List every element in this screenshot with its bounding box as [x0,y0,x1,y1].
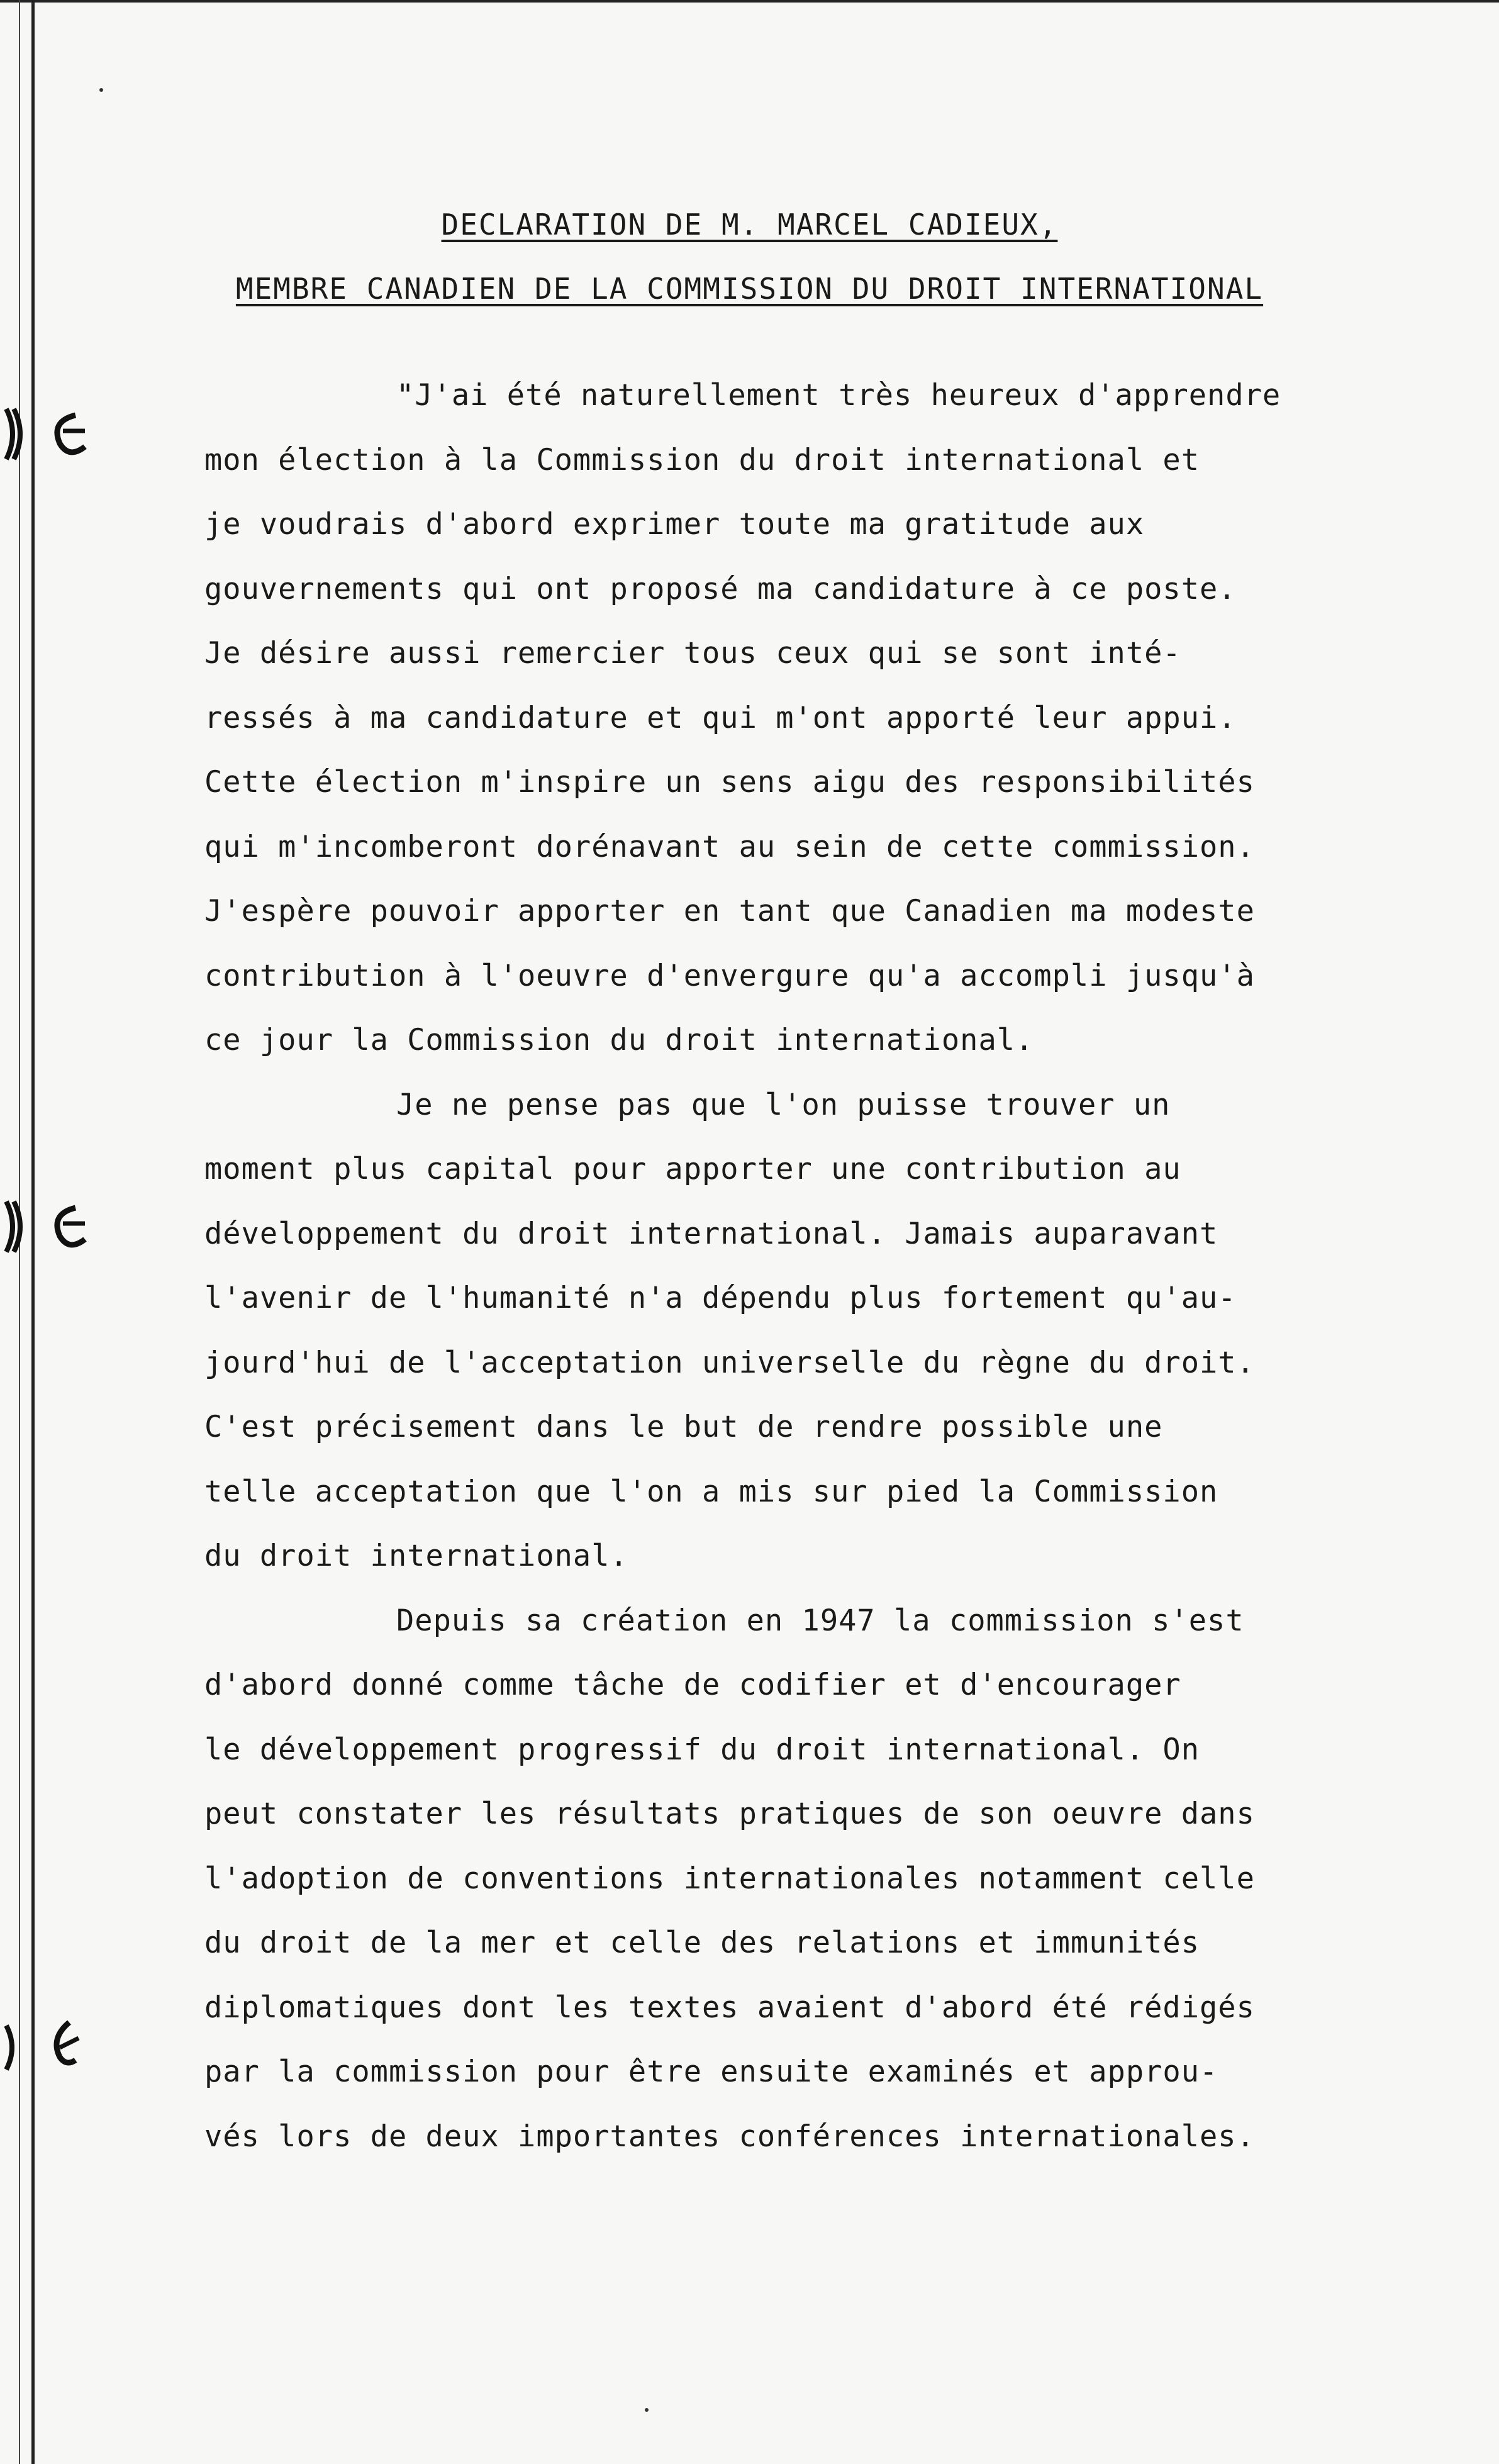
binder-clip-mark [0,396,107,472]
text-line: ressés à ma candidature et qui m'ont apporté leur appui. [204,700,1237,735]
paragraph [204,364,1337,1073]
text-line: je voudrais d'abord exprimer toute ma gratitude aux [204,507,1145,542]
text-line: diplomatiques dont les textes avaient d'abord été rédigés [204,1990,1255,2025]
text-line: "J'ai été naturellement très heureux d'apprendre [396,378,1281,413]
paper-speck [645,2408,649,2412]
text-line: le développement progressif du droit international. On [204,1732,1200,1767]
text-line: qui m'incomberont dorénavant au sein de cette commission. [204,829,1255,864]
text-line: par la commission pour être ensuite examinés et approu- [204,2054,1218,2089]
binder-clip-mark [0,2007,107,2082]
text-line: telle acceptation que l'on a mis sur pied la Commission [204,1474,1218,1509]
text-line: mon élection à la Commission du droit international et [204,442,1200,477]
text-line: ce jour la Commission du droit international. [204,1023,1034,1057]
text-line: Je ne pense pas que l'on puisse trouver un [396,1087,1171,1122]
statement-body [204,364,1337,2169]
document-title: DECLARATION DE M. MARCEL CADIEUX, [441,208,1058,242]
text-line: C'est précisement dans le but de rendre possible une [204,1410,1163,1444]
paper-speck [99,88,103,92]
text-line: vés lors de deux importantes conférences internationales. [204,2119,1255,2154]
text-line: d'abord donné comme tâche de codifier et d'encourager [204,1668,1181,1702]
binder-clip-mark [0,1189,107,1264]
paragraph [204,1073,1337,1589]
text-line: J'espère pouvoir apporter en tant que Canadien ma modeste [204,894,1255,928]
text-line: contribution à l'oeuvre d'envergure qu'a accompli jusqu'à [204,958,1255,993]
text-line: Cette élection m'inspire un sens aigu des responsibilités [204,765,1255,800]
text-line: Depuis sa création en 1947 la commission s'est [396,1603,1244,1638]
text-line: développement du droit international. Jamais auparavant [204,1216,1218,1251]
document-subtitle: MEMBRE CANADIEN DE LA COMMISSION DU DROIT INTERNATIONAL [235,272,1264,306]
text-line: Je désire aussi remercier tous ceux qui se sont inté- [204,636,1181,671]
text-line: gouvernements qui ont proposé ma candidature à ce poste. [204,571,1237,606]
text-line: l'avenir de l'humanité n'a dépendu plus fortement qu'au- [204,1281,1237,1315]
text-line: jourd'hui de l'acceptation universelle du règne du droit. [204,1345,1255,1380]
text-line: l'adoption de conventions internationales notamment celle [204,1861,1255,1896]
text-line: moment plus capital pour apporter une contribution au [204,1152,1181,1186]
page-top-edge [0,0,1499,3]
text-line: du droit international. [204,1539,628,1573]
paragraph [204,1589,1337,2170]
text-line: du droit de la mer et celle des relations et immunités [204,1926,1200,1960]
text-line: peut constater les résultats pratiques de son oeuvre dans [204,1797,1255,1831]
